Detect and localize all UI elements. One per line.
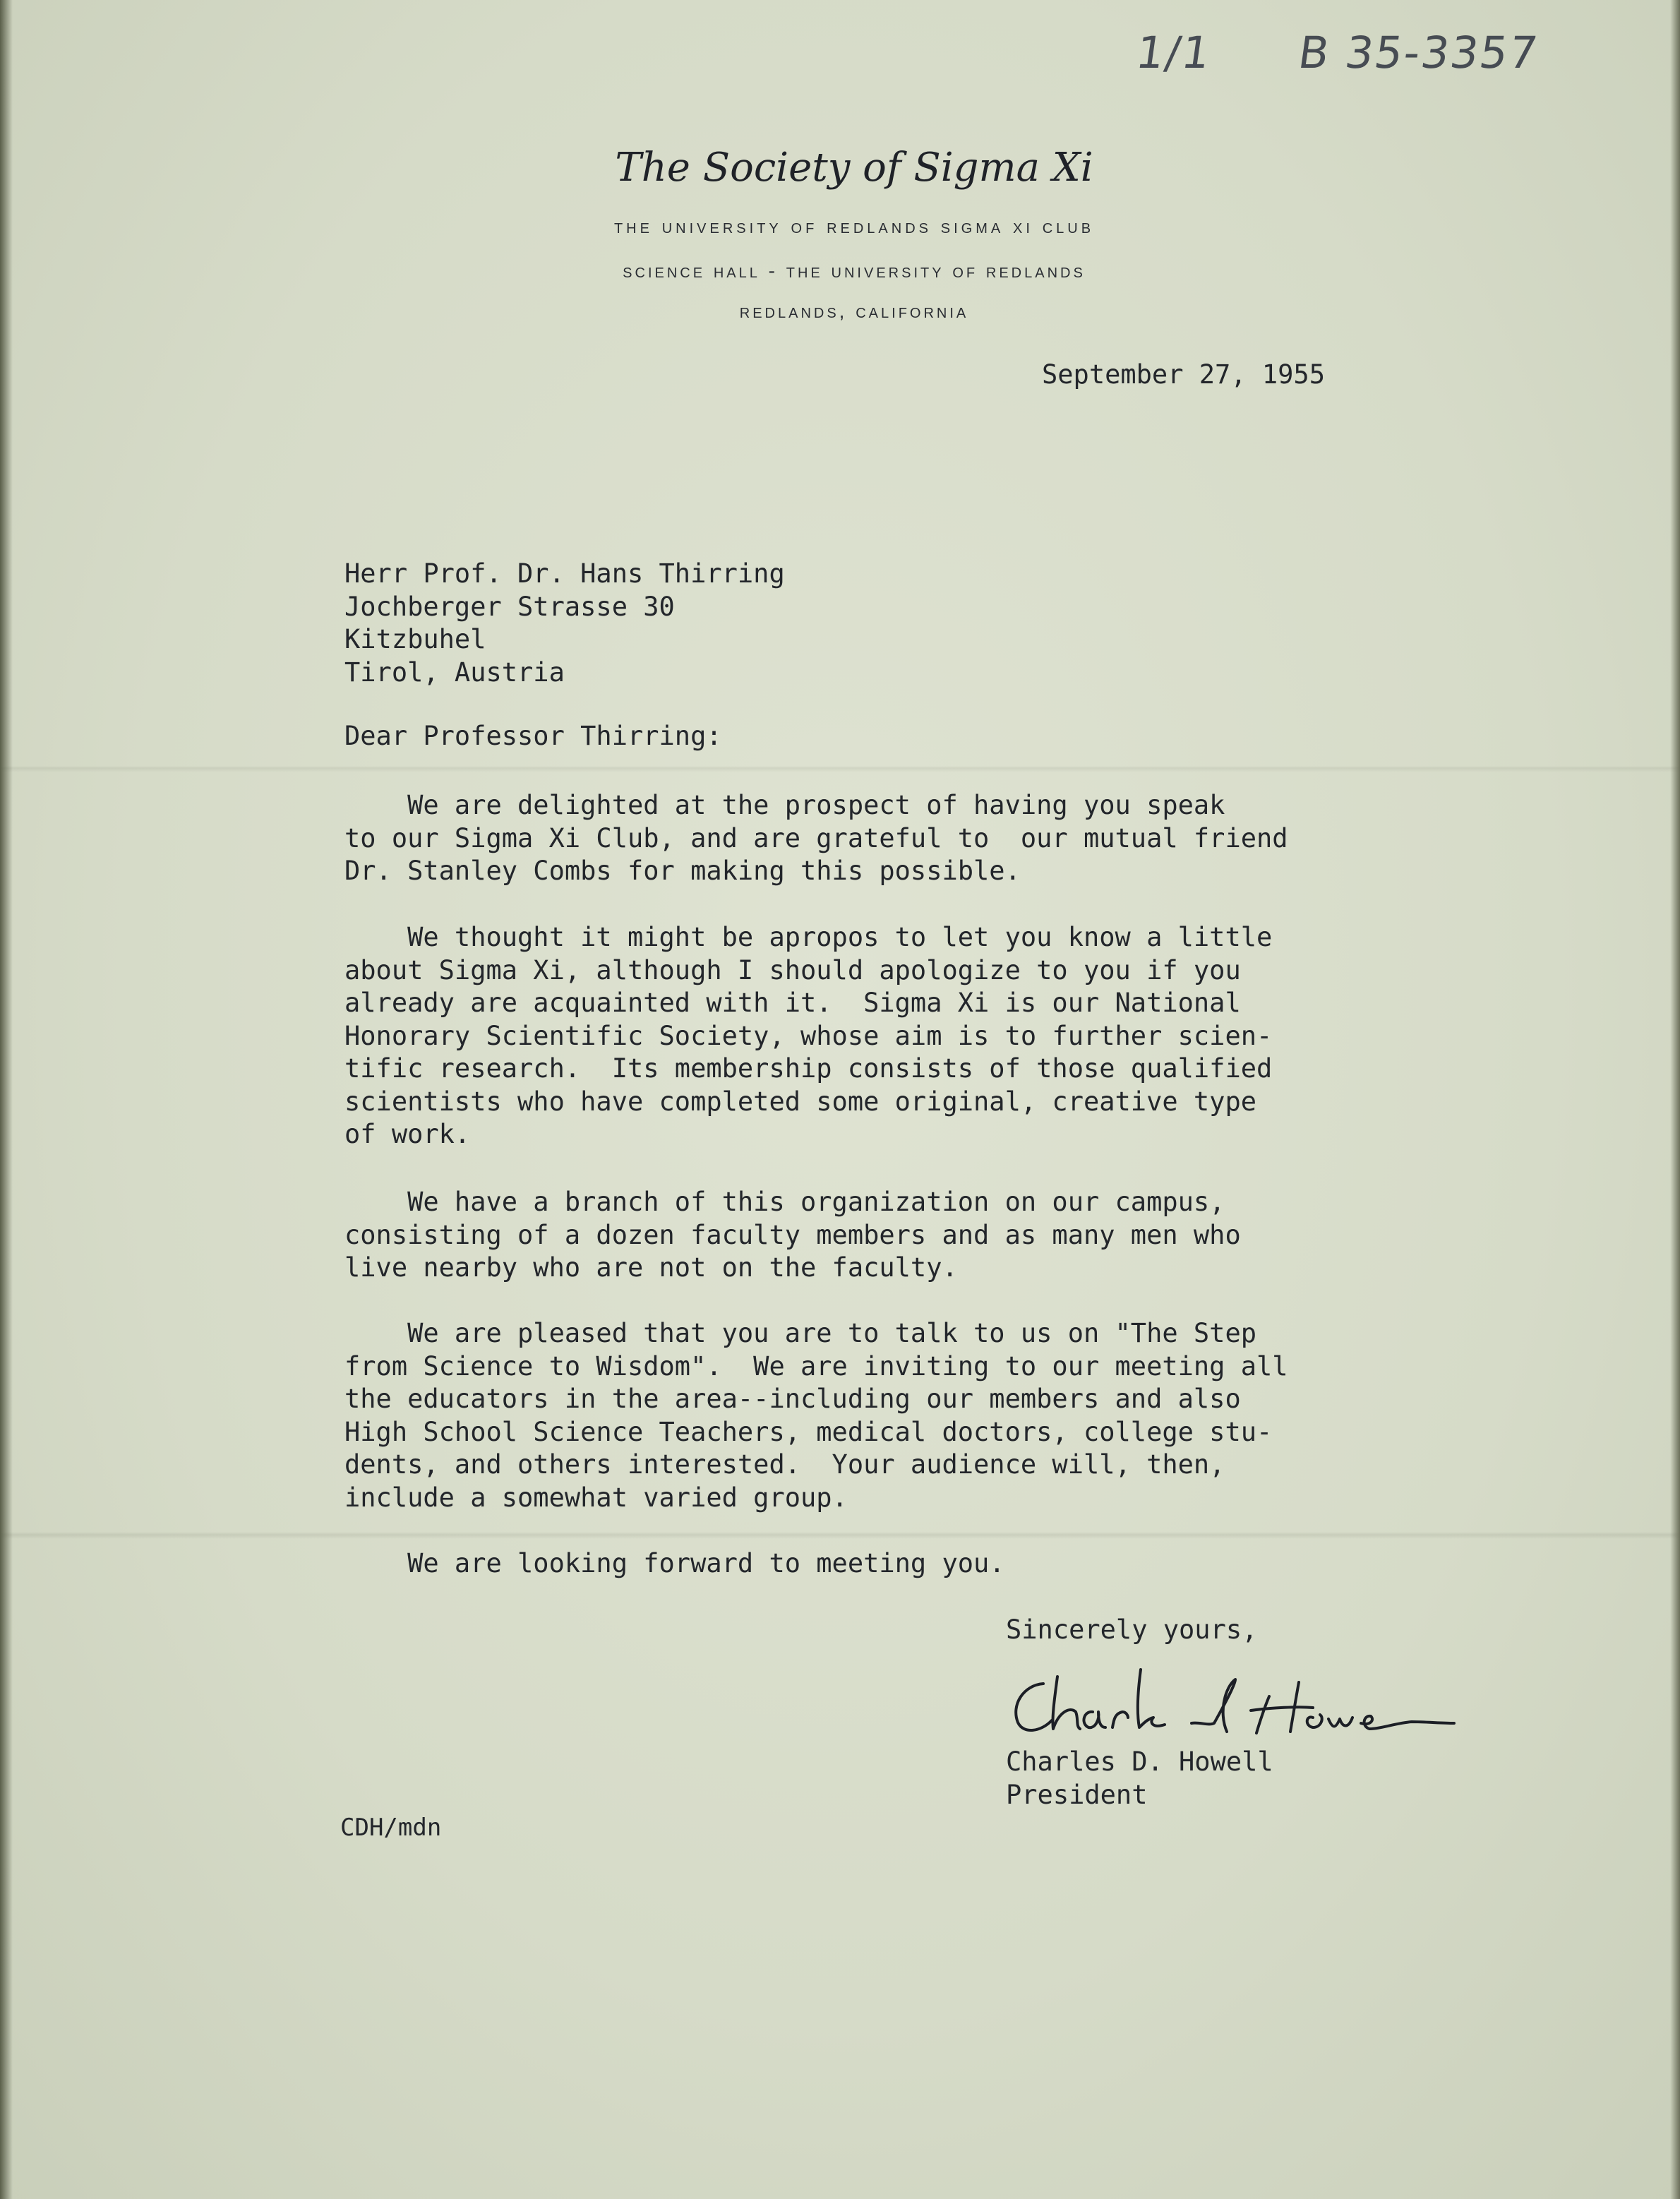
recipient-address: Herr Prof. Dr. Hans Thirring Jochberger Strasse 30 Kitzbuhel Tirol, Austria [344, 558, 785, 688]
archive-folio-annotation: 1/1 [1132, 27, 1215, 78]
body-paragraph: We are delighted at the prospect of having you speak to our Sigma Xi Club, and are grateful to our mutual friend Dr. Stanley Combs for making this possible. [344, 790, 1288, 886]
signer-name: Charles D. Howell [1006, 1746, 1273, 1777]
body-paragraph: We are pleased that you are to talk to us on "The Step from Science to Wisdom". We are inviting to our meeting all the educators in the area--including our members and also High School Science Teachers, medical doctors, college stu- dents, and others interested. Your audience will, then, include a somewhat varied group. [344, 1318, 1288, 1513]
archive-reference-annotation: B 35-3357 [1295, 27, 1542, 78]
page-edge-left [0, 0, 13, 2199]
signer-title: President [1006, 1780, 1148, 1810]
handwritten-signature [1002, 1655, 1468, 1754]
body-paragraph: We have a branch of this organization on our campus, consisting of a dozen faculty members and as many men who live nearby who are not on the faculty. [344, 1187, 1241, 1283]
page-edge-right [1670, 0, 1680, 2199]
address-line: redlands, california [739, 300, 969, 322]
address-line: science hall - the university of redlands [623, 260, 1086, 282]
salutation: Dear Professor Thirring: [344, 721, 722, 751]
body-paragraph: We are looking forward to meeting you. [344, 1548, 1005, 1578]
letter-date: September 27, 1955 [1042, 359, 1325, 390]
reference-initials: CDH/mdn [340, 1814, 442, 1842]
closing: Sincerely yours, [1006, 1614, 1258, 1645]
club-name: the university of redlands sigma xi club [613, 215, 1095, 237]
society-name: The Society of Sigma Xi [615, 145, 1093, 191]
body-paragraph: We thought it might be apropos to let you know a little about Sigma Xi, although I should apologize to you if you already are acquainted with it. Sigma Xi is our National Honorary Scientific Society, whose aim is to further scien- tific research. Its membership consists of those qualified scientists who have completed some original, creative type of work. [344, 922, 1273, 1149]
